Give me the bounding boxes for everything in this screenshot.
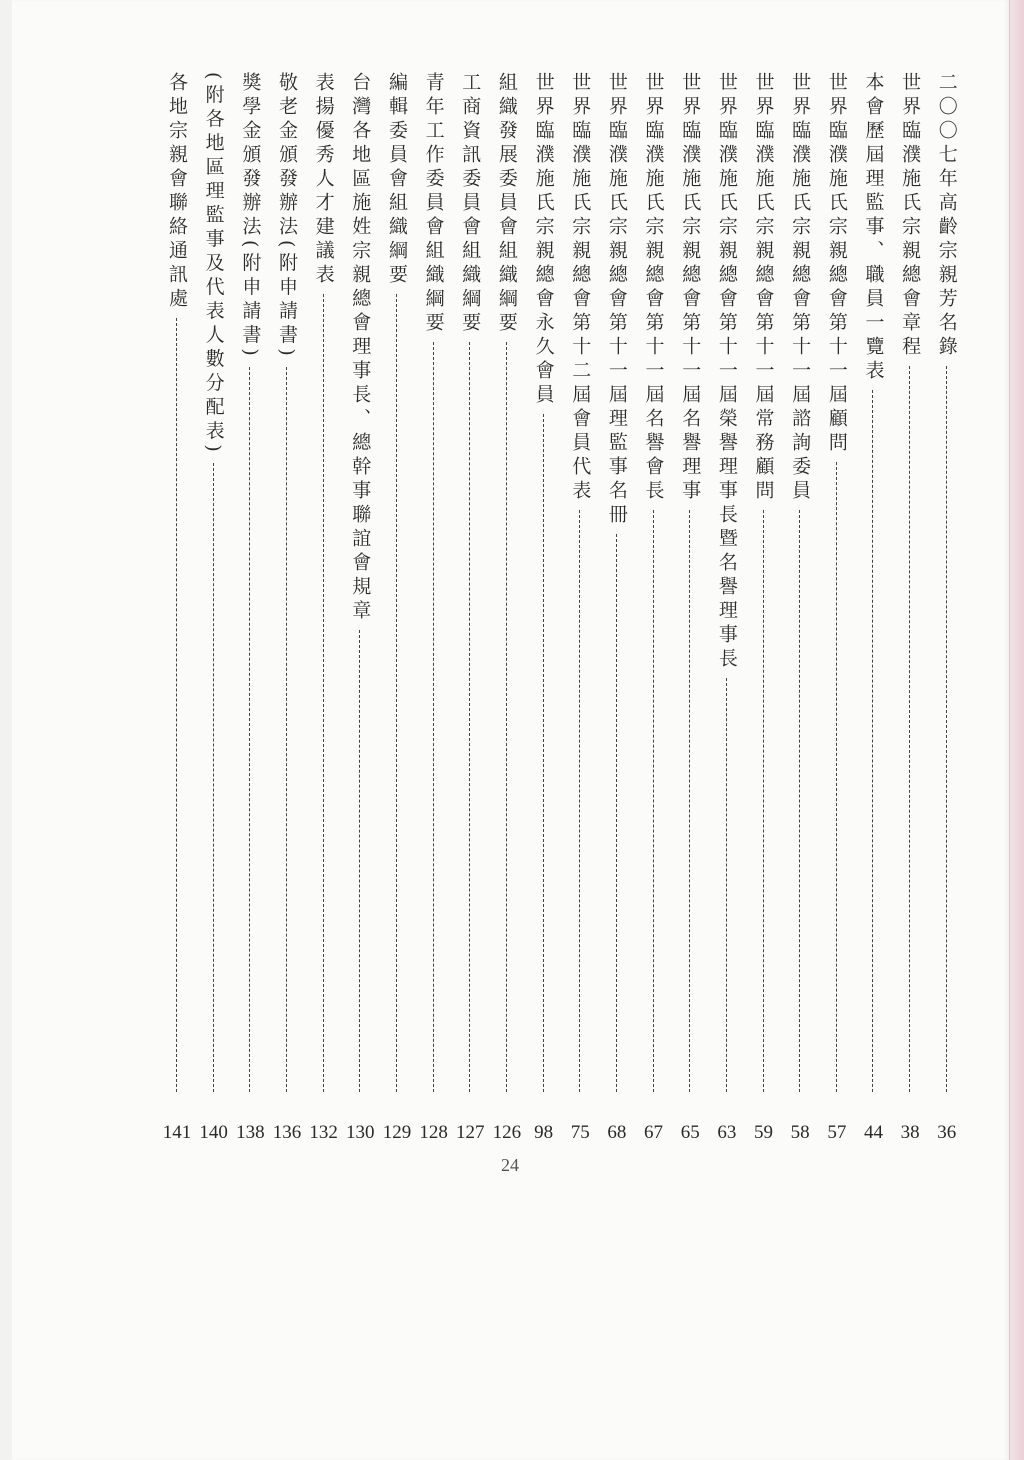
- toc-entry-title: 各地宗親會聯絡通訊處: [166, 72, 188, 312]
- dotted-leader: [872, 390, 873, 1092]
- toc-entry-title: 世界臨濮施氏宗親總會第十二屆會員代表: [569, 72, 592, 504]
- toc-entry-title: 台灣各地區施姓宗親總會理事長、總幹事聯誼會規章: [349, 72, 372, 624]
- toc-entry-title: 獎學金頒發辦法(附申請書): [239, 72, 262, 361]
- page-edge-strip: [1009, 0, 1024, 1460]
- toc-entry-title: 世界臨濮施氏宗親總會第十一屆理監事名冊: [605, 72, 628, 528]
- dotted-leader: [653, 510, 654, 1092]
- toc-entry-page: 98: [534, 1122, 554, 1143]
- toc-entry: [455, 72, 485, 1143]
- dotted-leader: [689, 510, 690, 1092]
- toc-entry-title: 本會歷屆理監事、職員一覽表: [862, 72, 885, 384]
- toc-entry-title: 世界臨濮施氏宗親總會第十一屆諮詢委員: [789, 72, 812, 504]
- dotted-leader: [836, 462, 837, 1092]
- toc-entry-title: 組織發展委員會組織綱要: [495, 72, 518, 336]
- toc-entry-page: 58: [790, 1122, 810, 1143]
- dotted-leader: [469, 342, 470, 1092]
- toc-entry-page: 67: [644, 1122, 664, 1143]
- toc-entry: [712, 72, 742, 1143]
- toc-entry: [565, 72, 595, 1143]
- toc-entry-title: 編輯委員會組織綱要: [385, 72, 408, 288]
- toc-entry: [309, 72, 339, 1143]
- toc-entry-title: 世界臨濮施氏宗親總會永久會員: [532, 72, 555, 408]
- toc-entry-title: 表揚優秀人才建議表: [312, 72, 335, 288]
- toc-entry: [932, 72, 962, 1143]
- toc-entry-page: 132: [309, 1122, 338, 1143]
- toc-entry: [235, 72, 265, 1143]
- toc-entry-page: 65: [680, 1122, 700, 1143]
- dotted-leader: [433, 342, 434, 1092]
- dotted-leader: [763, 510, 764, 1092]
- page-number: 24: [501, 1155, 519, 1175]
- toc-entry: [419, 72, 449, 1143]
- toc-entry: [675, 72, 705, 1143]
- toc-entry-page: 59: [754, 1122, 773, 1143]
- toc-entry-page: 140: [199, 1122, 228, 1143]
- dotted-leader: [579, 510, 580, 1092]
- toc-entry-title: 世界臨濮施氏宗親總會章程: [899, 72, 922, 360]
- toc-entry-page: 38: [900, 1122, 920, 1143]
- dotted-leader: [909, 366, 910, 1092]
- toc-entry: [492, 72, 522, 1143]
- dotted-leader: [213, 463, 214, 1092]
- toc-entry: [199, 72, 229, 1143]
- toc-entry-page: 75: [570, 1122, 590, 1143]
- toc-entry-title: 世界臨濮施氏宗親總會第十一屆常務顧問: [752, 72, 775, 504]
- toc-entry-title: 世界臨濮施氏宗親總會第十一屆名譽會長: [642, 72, 665, 504]
- toc-entry: [345, 72, 375, 1143]
- toc-entry-page: 68: [607, 1122, 627, 1143]
- toc-entry-page: 126: [492, 1122, 522, 1143]
- toc-entry-page: 57: [827, 1122, 847, 1143]
- toc-entry: [858, 72, 888, 1143]
- toc-entry-page: 141: [162, 1122, 192, 1143]
- dotted-leader: [543, 414, 544, 1092]
- toc-entry: [895, 72, 925, 1143]
- toc-entry-page: 138: [236, 1122, 265, 1143]
- toc-entry-title: 工商資訊委員會組織綱要: [459, 72, 482, 336]
- toc-entry: [382, 72, 412, 1143]
- toc-entry-page: 44: [863, 1122, 883, 1143]
- toc-entry: [162, 72, 192, 1143]
- dotted-leader: [176, 318, 177, 1092]
- toc-entry-title: 世界臨濮施氏宗親總會第十一屆榮譽理事長暨名譽理事長: [715, 72, 738, 672]
- toc-entry-page: 36: [937, 1122, 957, 1143]
- dotted-leader: [359, 630, 360, 1092]
- toc-entry-page: 136: [272, 1122, 302, 1143]
- toc-entry-page: 127: [456, 1122, 485, 1143]
- toc-entry-page: 130: [346, 1122, 375, 1143]
- dotted-leader: [396, 294, 397, 1092]
- toc-entry-title: 敬老金頒發辦法(附申請書): [275, 72, 298, 361]
- toc-entry-page: 129: [382, 1122, 412, 1143]
- toc-entry: [529, 72, 559, 1143]
- table-of-contents: [162, 72, 962, 1143]
- dotted-leader: [286, 367, 287, 1092]
- toc-entry-title: 世界臨濮施氏宗親總會第十一屆顧問: [825, 72, 848, 456]
- dotted-leader: [726, 678, 727, 1092]
- dotted-leader: [946, 366, 947, 1092]
- toc-entry-title: 世界臨濮施氏宗親總會第十一屆名譽理事: [679, 72, 702, 504]
- dotted-leader: [799, 510, 800, 1092]
- toc-entry: [639, 72, 669, 1143]
- toc-entry: [785, 72, 815, 1143]
- dotted-leader: [323, 294, 324, 1092]
- toc-entry: [822, 72, 852, 1143]
- toc-entry-title: 二〇〇七年高齡宗親芳名錄: [935, 72, 958, 360]
- dotted-leader: [506, 342, 507, 1092]
- toc-entry-title: 青年工作委員會組織綱要: [422, 72, 445, 336]
- toc-entry-page: 128: [419, 1122, 448, 1143]
- toc-entry-page: 63: [717, 1122, 737, 1143]
- toc-entry: [602, 72, 632, 1143]
- dotted-leader: [249, 367, 250, 1092]
- dotted-leader: [616, 534, 617, 1092]
- toc-entry: [749, 72, 779, 1143]
- toc-entry-title: (附各地區理監事及代表人數分配表): [202, 72, 225, 457]
- toc-entry: [272, 72, 302, 1143]
- document-page: [12, 0, 1008, 1460]
